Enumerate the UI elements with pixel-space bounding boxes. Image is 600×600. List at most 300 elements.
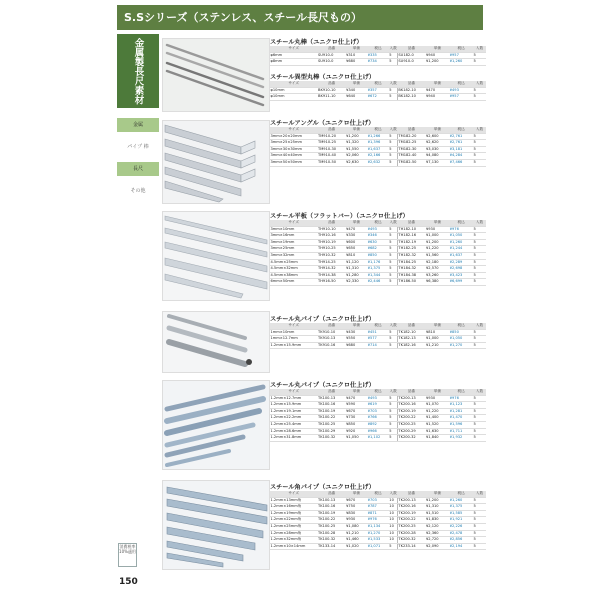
- table-cell: ¥2,720: [425, 537, 449, 544]
- table-cell: ¥2,060: [346, 153, 368, 160]
- table-cell: TK100-13: [318, 395, 346, 402]
- table-cell: TK200-16: [397, 504, 425, 511]
- table-cell: ¥2,600: [425, 133, 449, 140]
- table-row: [270, 395, 486, 402]
- table-cell: TK100-19: [318, 510, 346, 517]
- table-cell: 10: [389, 523, 398, 530]
- spec-table: [270, 81, 486, 101]
- table-cell: 5: [473, 421, 486, 428]
- table-row: [270, 239, 486, 246]
- table-cell: 1.2mm×28.6mm: [270, 428, 318, 435]
- table-cell: ¥346: [367, 233, 389, 240]
- table-cell: ¥4,284: [449, 153, 473, 160]
- table-cell: BK910-10: [318, 87, 346, 94]
- table-cell: ¥1,260: [449, 239, 473, 246]
- table-cell: ¥2,630: [346, 159, 368, 166]
- table-row: [270, 504, 486, 511]
- table-cell: 5: [473, 497, 486, 504]
- table-cell: ¥1,637: [367, 146, 389, 153]
- table-cell: 1.2mm×12.7mm: [270, 395, 318, 402]
- table-cell: ¥1,270: [367, 530, 389, 537]
- table-cell: ¥1,134: [367, 523, 389, 530]
- table-cell: ¥1,630: [425, 428, 449, 435]
- table-cell: ¥672: [367, 94, 389, 101]
- table-row: [270, 510, 486, 517]
- table-cell: ¥1,310: [425, 504, 449, 511]
- table-cell: ¥1,400: [425, 415, 449, 422]
- round-pipe-photo: [162, 311, 270, 373]
- table-row: [270, 537, 486, 544]
- table-cell: TH914-32: [318, 266, 346, 273]
- table-cell: 5: [473, 395, 486, 402]
- table-cell: TK100-22: [318, 517, 346, 524]
- table-cell: 10: [389, 517, 398, 524]
- table-cell: ¥1,020: [346, 543, 368, 550]
- table-cell: ¥1,260: [449, 497, 473, 504]
- table-row: [270, 408, 486, 415]
- table-cell: 1.2mm×22mm角: [270, 517, 318, 524]
- table-row: [270, 517, 486, 524]
- table-cell: ¥3,260: [425, 272, 449, 279]
- table-cell: TH184-32: [397, 266, 425, 273]
- table-cell: TK200-13: [397, 497, 425, 504]
- table-cell: 3mm×25×25mm: [270, 140, 318, 147]
- table-cell: ¥2,698: [449, 266, 473, 273]
- table-cell: 10: [389, 530, 398, 537]
- table-cell: ¥1,281: [449, 408, 473, 415]
- table-cell: ¥2,194: [449, 543, 473, 550]
- table-header-cell: 税込: [449, 46, 473, 52]
- table-cell: 3mm×40×40mm: [270, 153, 318, 160]
- table-cell: 1.2mm×10×14mm: [270, 543, 318, 550]
- table-cell: ¥2,761: [449, 140, 473, 147]
- table-cell: 1.2mm×31.8mm: [270, 435, 318, 442]
- table-cell: ¥734: [367, 59, 389, 66]
- table-cell: ¥470: [425, 87, 449, 94]
- table-header-cell: 品番: [318, 127, 346, 133]
- table-cell: 3mm×25mm: [270, 246, 318, 253]
- table-row: [270, 279, 486, 286]
- table-row: [270, 94, 486, 101]
- table-header-cell: 単価: [425, 81, 449, 87]
- table-cell: 5: [389, 246, 398, 253]
- table-header-cell: サイズ: [270, 491, 318, 497]
- table-cell: ¥682: [367, 246, 389, 253]
- table-cell: ¥340: [346, 87, 368, 94]
- table-header-cell: 入数: [389, 81, 398, 87]
- table-cell: 3mm×32mm: [270, 252, 318, 259]
- table-header-cell: サイズ: [270, 127, 318, 133]
- table-header-cell: 品番: [397, 323, 425, 329]
- table-header-cell: 品番: [397, 491, 425, 497]
- table-cell: TK200-25: [397, 421, 425, 428]
- table-cell: 3mm×19mm: [270, 239, 318, 246]
- sidebar-tab-long[interactable]: 長尺: [117, 162, 159, 176]
- table-cell: ¥357: [367, 87, 389, 94]
- table-cell: TM910-50: [318, 159, 346, 166]
- table-header-cell: 単価: [346, 389, 368, 395]
- page-title: S.Sシリーズ（ステンレス、スチール長尺もの）: [124, 11, 362, 24]
- table-row: [270, 497, 486, 504]
- table-cell: 5: [473, 146, 486, 153]
- table-cell: 1.2mm×22.2mm: [270, 415, 318, 422]
- table-cell: ¥976: [449, 226, 473, 233]
- table-cell: ¥2,856: [449, 537, 473, 544]
- table-cell: ¥640: [346, 94, 368, 101]
- table-cell: ¥1,050: [449, 336, 473, 343]
- table-cell: TK100-16: [318, 402, 346, 409]
- table-row: [270, 421, 486, 428]
- table-cell: 1.2mm×25.4mm: [270, 421, 318, 428]
- table-cell: 5: [473, 415, 486, 422]
- table-row: [270, 342, 486, 349]
- table-header-cell: 税込: [449, 491, 473, 497]
- table-cell: ¥470: [346, 395, 368, 402]
- table-cell: 5: [389, 415, 398, 422]
- table-cell: ¥871: [367, 510, 389, 517]
- table-cell: 5: [389, 279, 398, 286]
- table-header-cell: 税込: [449, 81, 473, 87]
- table-header-cell: サイズ: [270, 220, 318, 226]
- table-cell: 5: [389, 543, 398, 550]
- table-cell: ¥850: [346, 421, 368, 428]
- table-cell: ¥810: [346, 252, 368, 259]
- table-cell: ¥1,050: [449, 233, 473, 240]
- table-cell: TK100-13: [318, 497, 346, 504]
- table-cell: ¥493: [449, 87, 473, 94]
- table-cell: 1.2mm×28mm角: [270, 530, 318, 537]
- table-cell: 5: [473, 140, 486, 147]
- table-header-cell: サイズ: [270, 46, 318, 52]
- table-cell: ¥1,550: [346, 146, 368, 153]
- table-cell: ¥1,637: [449, 252, 473, 259]
- table-cell: ¥703: [367, 497, 389, 504]
- table-cell: ¥577: [367, 336, 389, 343]
- table-cell: ¥2,226: [449, 523, 473, 530]
- table-cell: ¥957: [449, 52, 473, 59]
- table-cell: ¥966: [367, 428, 389, 435]
- table-header-cell: 品番: [397, 81, 425, 87]
- table-header-cell: 税込: [449, 389, 473, 395]
- table-cell: ¥1,711: [449, 428, 473, 435]
- table-cell: ¥335: [367, 52, 389, 59]
- table-cell: 5: [389, 52, 398, 59]
- table-cell: TK100-28: [318, 530, 346, 537]
- table-cell: TK200-16: [397, 402, 425, 409]
- table-header-cell: 単価: [425, 220, 449, 226]
- table-cell: 5: [473, 537, 486, 544]
- table-cell: TK100-32: [318, 435, 346, 442]
- table-cell: φ10mm: [270, 87, 318, 94]
- table-header-cell: 入数: [473, 127, 486, 133]
- table-cell: 1mm×10mm: [270, 329, 318, 336]
- table-cell: 5: [389, 226, 398, 233]
- table-cell: 3mm×20×20mm: [270, 133, 318, 140]
- round-bar-photo: [162, 38, 270, 112]
- table-cell: ¥850: [367, 252, 389, 259]
- table-cell: ¥920: [346, 428, 368, 435]
- table-cell: 1.2mm×15.9mm: [270, 402, 318, 409]
- table-cell: 3mm×30×30mm: [270, 146, 318, 153]
- table-cell: ¥430: [346, 329, 368, 336]
- table-header-cell: 税込: [367, 220, 389, 226]
- table-row: [270, 402, 486, 409]
- table-cell: TK100-25: [318, 421, 346, 428]
- table-header-cell: 単価: [346, 323, 368, 329]
- table-cell: TK200-25: [397, 523, 425, 530]
- table-header-cell: 入数: [389, 389, 398, 395]
- table-cell: 4.5mm×38mm: [270, 272, 318, 279]
- table-cell: ¥650: [346, 246, 368, 253]
- table-header-cell: 品番: [397, 220, 425, 226]
- table-cell: 5: [389, 153, 398, 160]
- table-cell: TK910-13: [318, 336, 346, 343]
- sidebar-tab-pipe[interactable]: パイプ 棒: [127, 144, 149, 150]
- table-cell: 5: [389, 428, 398, 435]
- table-cell: ¥7,130: [425, 159, 449, 166]
- table-cell: TK910-10: [318, 329, 346, 336]
- table-cell: ¥2,289: [449, 259, 473, 266]
- round-pipe-photo-2: [162, 380, 270, 470]
- table-cell: ¥850: [449, 329, 473, 336]
- table-cell: 5: [473, 530, 486, 537]
- table-cell: TK200-19: [397, 408, 425, 415]
- table-cell: 5: [473, 153, 486, 160]
- table-cell: TM910-25: [318, 140, 346, 147]
- table-cell: ¥2,120: [425, 523, 449, 530]
- table-cell: ¥6,380: [425, 279, 449, 286]
- table-header-cell: 税込: [367, 46, 389, 52]
- table-cell: 1.2mm×19.1mm: [270, 408, 318, 415]
- table-header-cell: 税込: [367, 323, 389, 329]
- section-title: スチール丸パイプ（ユニクロ仕上げ）: [270, 382, 375, 389]
- table-cell: ¥1,560: [425, 252, 449, 259]
- table-cell: 5: [473, 233, 486, 240]
- table-cell: ¥1,396: [367, 140, 389, 147]
- table-cell: TH186-50: [397, 279, 425, 286]
- table-cell: TK100-19: [318, 408, 346, 415]
- table-header-cell: 単価: [346, 220, 368, 226]
- spec-table: [270, 389, 486, 442]
- table-cell: ¥1,470: [449, 415, 473, 422]
- table-cell: φ10mm: [270, 94, 318, 101]
- table-header-cell: 品番: [318, 46, 346, 52]
- table-cell: ¥930: [425, 395, 449, 402]
- table-cell: ¥3,423: [449, 272, 473, 279]
- table-cell: TK200-22: [397, 517, 425, 524]
- table-row: [270, 336, 486, 343]
- table-cell: ¥1,596: [449, 421, 473, 428]
- table-cell: ¥1,210: [346, 530, 368, 537]
- table-cell: ¥1,200: [346, 133, 368, 140]
- table-header-cell: 単価: [425, 46, 449, 52]
- table-cell: TH182-25: [397, 246, 425, 253]
- table-cell: ¥2,180: [425, 259, 449, 266]
- table-cell: ¥1,220: [425, 408, 449, 415]
- table-cell: ¥2,446: [367, 279, 389, 286]
- table-cell: 5: [473, 523, 486, 530]
- table-cell: 3mm×50×50mm: [270, 159, 318, 166]
- section-title: スチール丸棒（ユニクロ仕上げ）: [270, 39, 363, 46]
- table-cell: 5: [389, 252, 398, 259]
- table-cell: 5: [473, 133, 486, 140]
- table-cell: TK200-32: [397, 537, 425, 544]
- square-pipe-photo: [162, 480, 270, 570]
- table-cell: 4.5mm×25mm: [270, 259, 318, 266]
- table-row: [270, 233, 486, 240]
- table-cell: 1.2mm×32mm角: [270, 537, 318, 544]
- table-cell: ¥670: [346, 408, 368, 415]
- table-cell: 5: [473, 59, 486, 66]
- table-cell: 5: [473, 272, 486, 279]
- table-cell: 5: [473, 510, 486, 517]
- table-cell: ¥2,761: [449, 133, 473, 140]
- table-cell: 5: [473, 504, 486, 511]
- table-header-cell: 単価: [346, 491, 368, 497]
- table-cell: ¥4,080: [425, 153, 449, 160]
- table-header-cell: 入数: [473, 220, 486, 226]
- table-header-cell: 税込: [367, 491, 389, 497]
- table-cell: ¥1,520: [425, 421, 449, 428]
- table-header-cell: 税込: [367, 389, 389, 395]
- table-cell: 5: [389, 146, 398, 153]
- table-cell: TH914-38: [318, 272, 346, 279]
- table-cell: ¥1,220: [425, 246, 449, 253]
- table-header-cell: 単価: [425, 323, 449, 329]
- table-cell: ¥680: [346, 342, 368, 349]
- table-cell: ¥1,200: [425, 497, 449, 504]
- table-cell: TH182-19: [397, 239, 425, 246]
- table-cell: 5: [473, 252, 486, 259]
- table-cell: 5: [389, 336, 398, 343]
- table-cell: TK100-29: [318, 428, 346, 435]
- table-row: [270, 159, 486, 166]
- table-cell: ¥976: [449, 395, 473, 402]
- table-cell: 5: [473, 428, 486, 435]
- table-cell: 5: [389, 421, 398, 428]
- table-cell: TH914-25: [318, 259, 346, 266]
- table-row: [270, 140, 486, 147]
- table-row: [270, 428, 486, 435]
- sidebar-category: 金属製長尺素材: [117, 34, 159, 108]
- table-cell: ¥600: [346, 239, 368, 246]
- spec-table: [270, 220, 486, 286]
- table-cell: 5: [473, 402, 486, 409]
- section-title: スチール丸パイプ（ユニクロ仕上げ）: [270, 316, 375, 323]
- table-cell: 3mm×16mm: [270, 233, 318, 240]
- table-cell: ¥1,533: [367, 537, 389, 544]
- table-row: [270, 435, 486, 442]
- table-cell: ¥766: [367, 415, 389, 422]
- table-row: [270, 530, 486, 537]
- table-cell: ¥930: [346, 517, 368, 524]
- table-row: [270, 59, 486, 66]
- table-header-cell: 入数: [473, 323, 486, 329]
- table-row: [270, 252, 486, 259]
- section-title: スチール平板（フラットバー）（ユニクロ仕上げ）: [270, 213, 409, 220]
- table-cell: 5: [473, 408, 486, 415]
- table-cell: ¥7,466: [449, 159, 473, 166]
- sidebar-tab-metal[interactable]: 金属: [117, 118, 159, 132]
- table-header-cell: 入数: [389, 323, 398, 329]
- table-cell: 10: [389, 504, 398, 511]
- table-cell: TH910-16: [318, 233, 346, 240]
- table-cell: ¥787: [367, 504, 389, 511]
- table-cell: SU910-0: [318, 59, 346, 66]
- table-cell: 5: [473, 329, 486, 336]
- table-cell: ¥493: [367, 395, 389, 402]
- table-cell: ¥1,320: [346, 140, 368, 147]
- table-cell: ¥810: [425, 329, 449, 336]
- table-cell: φ8mm: [270, 59, 318, 66]
- sidebar-tab-other[interactable]: その他: [130, 188, 146, 194]
- table-cell: TH182-10: [397, 226, 425, 233]
- table-cell: TM910-30: [318, 146, 346, 153]
- table-cell: 5: [389, 342, 398, 349]
- table-header-cell: 単価: [346, 81, 368, 87]
- table-cell: ¥1,510: [425, 510, 449, 517]
- table-cell: SU182-0: [397, 52, 425, 59]
- table-cell: ¥670: [346, 497, 368, 504]
- table-cell: ¥6,699: [449, 279, 473, 286]
- table-cell: 5: [389, 239, 398, 246]
- table-cell: 1.2mm×13mm角: [270, 497, 318, 504]
- table-cell: ¥630: [367, 239, 389, 246]
- table-header-cell: 品番: [397, 46, 425, 52]
- table-cell: TH916-50: [318, 279, 346, 286]
- table-row: [270, 133, 486, 140]
- spec-table: [270, 46, 486, 66]
- table-cell: 5: [389, 140, 398, 147]
- table-cell: 5: [473, 226, 486, 233]
- table-cell: BK911-10: [318, 94, 346, 101]
- table-cell: ¥1,210: [425, 342, 449, 349]
- table-row: [270, 153, 486, 160]
- table-row: [270, 259, 486, 266]
- table-row: [270, 87, 486, 94]
- table-cell: ¥930: [425, 226, 449, 233]
- table-header-cell: 入数: [473, 491, 486, 497]
- table-cell: TK200-28: [397, 530, 425, 537]
- table-cell: 5: [473, 239, 486, 246]
- table-cell: ¥1,200: [425, 59, 449, 66]
- table-cell: BK182-10: [397, 94, 425, 101]
- table-cell: ¥1,266: [367, 133, 389, 140]
- table-header-cell: 税込: [367, 127, 389, 133]
- table-cell: ¥2,330: [346, 279, 368, 286]
- table-row: [270, 52, 486, 59]
- table-cell: ¥940: [425, 52, 449, 59]
- table-cell: ¥1,123: [449, 402, 473, 409]
- spec-table: [270, 491, 486, 550]
- table-cell: ¥2,166: [367, 153, 389, 160]
- table-cell: φ6mm: [270, 52, 318, 59]
- table-row: [270, 329, 486, 336]
- table-cell: 5: [389, 272, 398, 279]
- table-cell: 5: [389, 59, 398, 66]
- table-row: [270, 266, 486, 273]
- table-header-cell: 単価: [346, 46, 368, 52]
- table-cell: TK100-25: [318, 523, 346, 530]
- table-cell: TH910-19: [318, 239, 346, 246]
- table-cell: ¥3,030: [425, 146, 449, 153]
- table-header-cell: 品番: [318, 220, 346, 226]
- table-row: [270, 246, 486, 253]
- table-cell: ¥1,071: [367, 543, 389, 550]
- table-header-cell: サイズ: [270, 323, 318, 329]
- table-cell: TK200-22: [397, 415, 425, 422]
- table-cell: TM910-20: [318, 133, 346, 140]
